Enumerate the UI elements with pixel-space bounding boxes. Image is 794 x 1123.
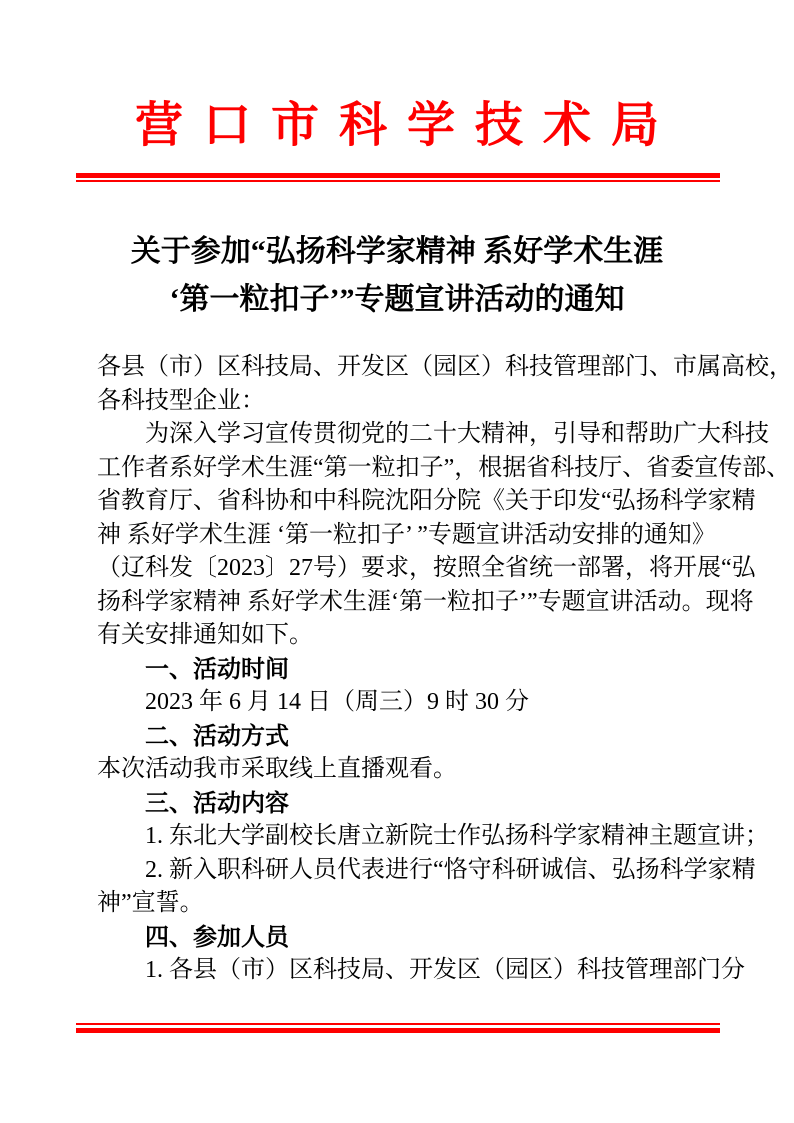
list-item-line: 1. 东北大学副校长唐立新院士作弘扬科学家精神主题宣讲；	[145, 823, 769, 849]
section-heading-1: 一、活动时间	[145, 655, 289, 683]
paragraph-line: 有关安排通知如下。	[97, 622, 313, 648]
section-heading-4: 四、参加人员	[145, 923, 289, 951]
paragraph-line: 为深入学习宣传贯彻党的二十大精神，引导和帮助广大科技	[145, 421, 769, 447]
section-heading-2: 二、活动方式	[145, 722, 289, 750]
document-title-line-1: 关于参加“弘扬科学家精神 系好学术生涯	[130, 235, 664, 268]
red-divider-bottom-thick-line	[76, 1028, 720, 1033]
paragraph-line: 工作者系好学术生涯“第一粒扣子”，根据省科技厅、省委宣传部、	[97, 454, 791, 481]
list-item-line: 2. 新入职科研人员代表进行“恪守科研诚信、弘扬科学家精	[145, 856, 756, 883]
document-title-line-2: ‘第一粒扣子’”专题宣讲活动的通知	[169, 283, 625, 316]
paragraph-line: 本次活动我市采取线上直播观看。	[97, 756, 457, 782]
salutation-line: 各县（市）区科技局、开发区（园区）科技管理部门、市属高校，	[97, 354, 793, 380]
paragraph-line: 省教育厅、省科协和中科院沈阳分院《关于印发“弘扬科学家精	[97, 488, 756, 514]
letterhead-org-name: 营口市科学技术局	[134, 99, 679, 152]
list-item-line: 1. 各县（市）区科技局、开发区（园区）科技管理部门分	[145, 957, 745, 983]
paragraph-line: （辽科发〔2023〕27号）要求，按照全省统一部署，将开展“弘	[97, 555, 756, 581]
red-divider-bottom	[76, 1023, 720, 1033]
paragraph-line: 扬科学家精神 系好学术生涯‘第一粒扣子’”专题宣讲活动。现将	[97, 588, 754, 615]
document-body	[97, 351, 793, 988]
red-divider-top-thin-line	[76, 180, 720, 182]
salutation-line: 各科技型企业：	[97, 387, 265, 414]
document-title	[0, 228, 794, 324]
section-heading-3: 三、活动内容	[145, 789, 289, 817]
event-date-line: 2023 年 6 月 14 日（周三）9 时 30 分	[145, 689, 529, 715]
red-divider-top	[76, 173, 720, 182]
paragraph-line: 神”宣誓。	[97, 890, 204, 916]
paragraph-line: 神 系好学术生涯 ‘第一粒扣子’ ”专题宣讲活动安排的通知》	[97, 521, 716, 548]
